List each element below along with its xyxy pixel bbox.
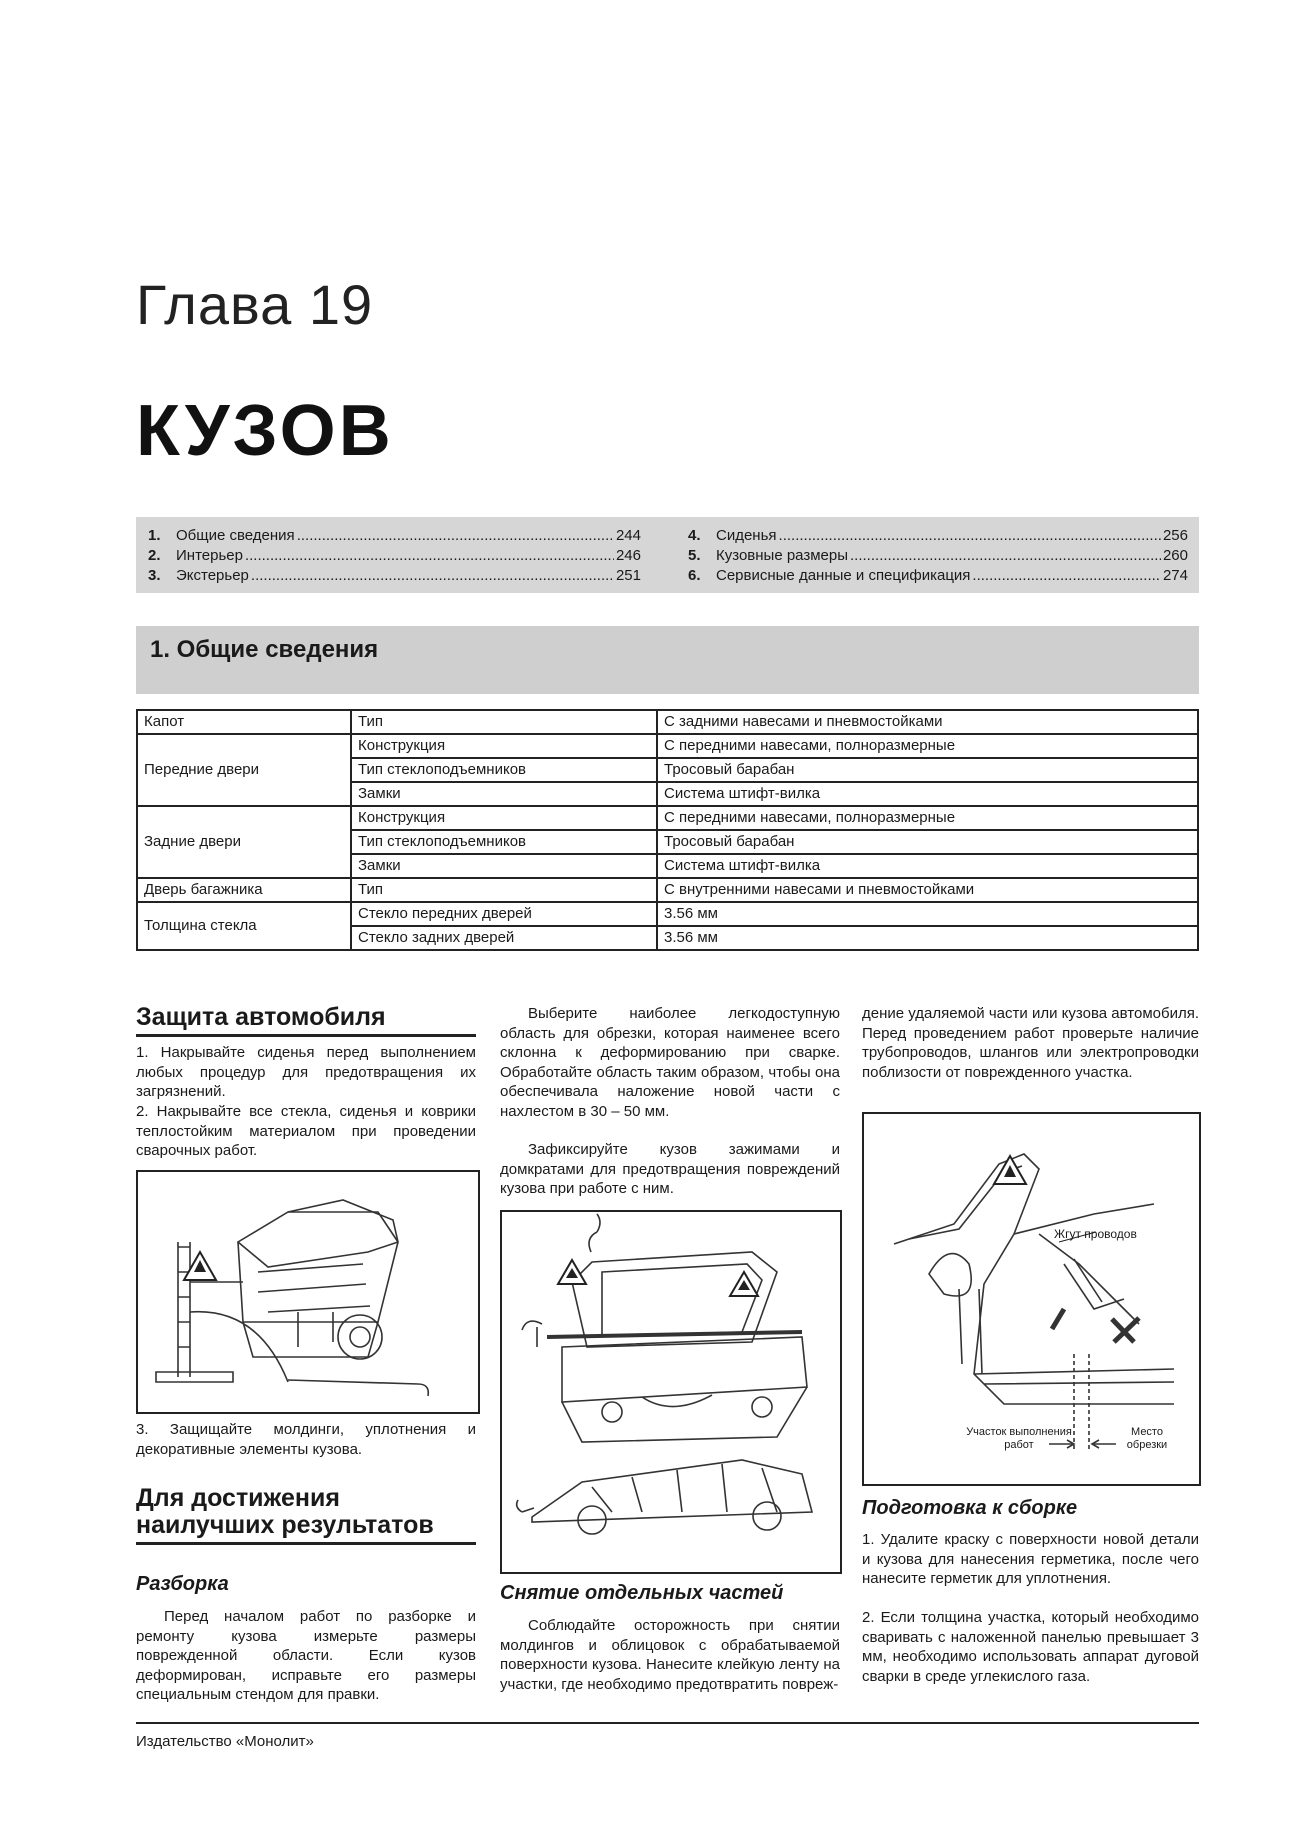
toc-item[interactable]	[676, 567, 1188, 587]
figure-pillar-cut-area	[862, 1112, 1201, 1486]
toc-item-page: 260	[1162, 547, 1188, 564]
toc-leader	[297, 527, 614, 544]
warning-triangle-icon	[184, 1252, 216, 1280]
toc-item-number: 6.	[688, 567, 701, 584]
table-row	[137, 734, 1198, 758]
figure-body-clamped	[500, 1210, 842, 1574]
toc-item-number: 5.	[688, 547, 701, 564]
toc-item-page: 246	[615, 547, 641, 564]
figure-body-on-frame-stand	[136, 1170, 480, 1414]
spec-table	[136, 709, 1199, 951]
fig-label-harness: Жгут проводов	[1054, 1227, 1137, 1241]
footer-rule	[136, 1722, 1199, 1724]
col3-subheading: Подготовка к сборке	[862, 1497, 1078, 1519]
col2-paragraph-3: Соблюдайте осторожность при снятии молдингов и облицовок с обрабатываемой поверхности кузова. Нанесите клейкую ленту на участки, где необходимо предотвратить повреж-	[500, 1617, 840, 1693]
table-cell-value: С задними навесами и пневмостойками	[657, 710, 1198, 734]
toc-item-title: Экстерьер	[176, 567, 249, 584]
toc-item-title: Сиденья	[716, 527, 777, 544]
col3-paragraph-1: дение удаляемой части или кузова автомобиля. Перед проведением работ проверьте наличие трубопроводов, шлангов или электропроводки поблизости от поврежденного участка.	[862, 1005, 1199, 1081]
table-cell-value: С передними навесами, полноразмерные	[657, 734, 1198, 758]
col1-paragraph-2: 2. Накрывайте все стекла, сиденья и коврики теплостойким материалом при проведении сварочных работ.	[136, 1103, 476, 1159]
col1-subheading: Разборка	[136, 1573, 229, 1595]
toc-leader	[779, 527, 1161, 544]
body-frame-stand-illustration	[138, 1172, 478, 1412]
table-row	[137, 878, 1198, 902]
col2-paragraph-1: Выберите наиболее легкодоступную область для обрезки, которая наименее всего склонна к деформированию при сварке. Обработайте область таким образом, чтобы она обеспечивала наложение новой части с нахлестом в 30 – 50 мм.	[500, 1005, 840, 1120]
toc-item[interactable]	[136, 547, 641, 567]
toc-item-page: 244	[615, 527, 641, 544]
toc-item[interactable]	[136, 527, 641, 547]
table-cell-group: Толщина стекла	[137, 902, 351, 950]
footer-publisher: Издательство «Монолит»	[136, 1733, 314, 1750]
toc-item-title: Сервисные данные и спецификация	[716, 567, 971, 584]
col1-heading-2: Для достижения наилучших результатов	[136, 1484, 434, 1539]
col2-paragraph-2: Зафиксируйте кузов зажимами и домкратами для предотвращения повреждений кузова при работе с ним.	[500, 1141, 840, 1197]
toc-item-number: 4.	[688, 527, 701, 544]
table-cell-value: Тросовый барабан	[657, 758, 1198, 782]
toc-item-title: Интерьер	[176, 547, 243, 564]
toc-column-right	[676, 527, 1188, 587]
table-cell-param: Тип стеклоподъемников	[351, 830, 657, 854]
col3-paragraph-2: 1. Удалите краску с поверхности новой детали и кузова для нанесения герметика, после чего нанесите герметик для уплотнения.	[862, 1531, 1199, 1587]
table-cell-value: Система штифт-вилка	[657, 854, 1198, 878]
table-cell-value: Система штифт-вилка	[657, 782, 1198, 806]
table-row	[137, 806, 1198, 830]
col1-paragraph-1: 1. Накрывайте сиденья перед выполнением любых процедур для предотвращения их загрязнений.	[136, 1044, 476, 1100]
toc-column-left	[136, 527, 641, 587]
toc-item-number: 1.	[148, 527, 161, 544]
toc-item[interactable]	[136, 567, 641, 587]
toc-item-page: 274	[1162, 567, 1188, 584]
table-cell-value: С передними навесами, полноразмерные	[657, 806, 1198, 830]
toc-leader	[972, 567, 1161, 584]
table-row	[137, 710, 1198, 734]
table-cell-param: Замки	[351, 854, 657, 878]
warning-triangle-icon	[994, 1156, 1026, 1184]
col1-paragraph-3: 3. Защищайте молдинги, уплотнения и декоративные элементы кузова.	[136, 1421, 476, 1458]
col2-subheading: Снятие отдельных частей	[500, 1582, 784, 1604]
toc-item-title: Кузовные размеры	[716, 547, 849, 564]
table-cell-param: Тип стеклоподъемников	[351, 758, 657, 782]
table-cell-group: Капот	[137, 710, 351, 734]
toc-leader	[251, 567, 614, 584]
toc-item[interactable]	[676, 547, 1188, 567]
table-cell-value: 3.56 мм	[657, 902, 1198, 926]
chapter-title: КУЗОВ	[136, 391, 394, 471]
section-title: 1. Общие сведения	[150, 636, 379, 663]
table-cell-group: Задние двери	[137, 806, 351, 878]
toc-item-title: Общие сведения	[176, 527, 295, 544]
col1-heading: Защита автомобиля	[136, 1003, 386, 1031]
table-cell-group: Дверь багажника	[137, 878, 351, 902]
table-cell-param: Тип	[351, 710, 657, 734]
fig-label-cut-place: Место обрезки	[1126, 1426, 1168, 1451]
toc-leader	[245, 547, 614, 564]
table-cell-value: 3.56 мм	[657, 926, 1198, 950]
table-cell-param: Конструкция	[351, 734, 657, 758]
table-cell-param: Конструкция	[351, 806, 657, 830]
chapter-label: Глава 19	[136, 273, 374, 336]
table-of-contents	[136, 517, 1199, 593]
warning-triangle-icon	[730, 1272, 758, 1296]
col1-paragraph-4: Перед началом работ по разборке и ремонту кузова измерьте размеры поврежденной области. Если кузов деформирован, исправьте его размеры специальным стендом для правки.	[136, 1608, 476, 1703]
toc-item[interactable]	[676, 527, 1188, 547]
toc-item-page: 251	[615, 567, 641, 584]
table-cell-param: Стекло задних дверей	[351, 926, 657, 950]
table-row	[137, 902, 1198, 926]
table-cell-group: Передние двери	[137, 734, 351, 806]
heading-rule	[136, 1034, 476, 1037]
toc-item-page: 256	[1162, 527, 1188, 544]
table-cell-param: Стекло передних дверей	[351, 902, 657, 926]
table-cell-value: Тросовый барабан	[657, 830, 1198, 854]
table-cell-value: С внутренними навесами и пневмостойками	[657, 878, 1198, 902]
table-cell-param: Тип	[351, 878, 657, 902]
toc-item-number: 3.	[148, 567, 161, 584]
toc-leader	[850, 547, 1161, 564]
heading-rule	[136, 1542, 476, 1545]
body-clamped-illustration	[502, 1212, 840, 1572]
table-cell-param: Замки	[351, 782, 657, 806]
toc-item-number: 2.	[148, 547, 161, 564]
fig-label-work-area: Участок выполнения работ	[966, 1426, 1072, 1451]
col3-paragraph-3: 2. Если толщина участка, который необходимо сваривать с наложенной панелью превышает 3 мм, необходимо использовать аппарат дуговой сварки в среде углекислого газа.	[862, 1609, 1199, 1685]
